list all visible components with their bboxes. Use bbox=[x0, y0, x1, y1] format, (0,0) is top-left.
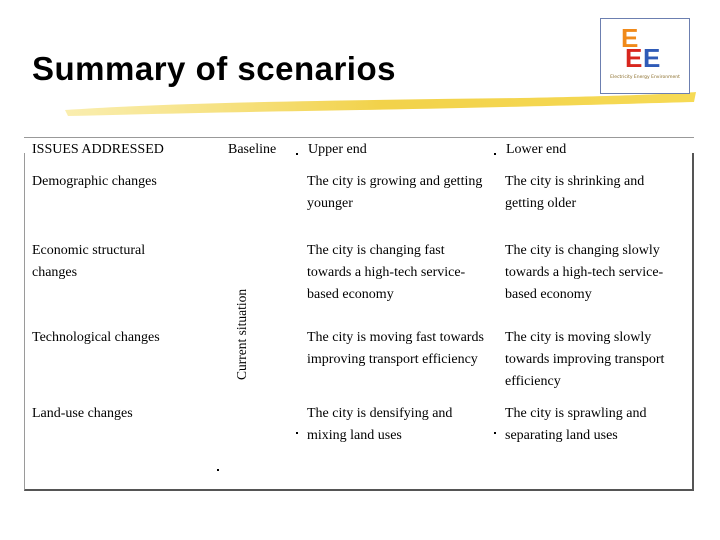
upper-land-use: The city is densifying and mixing land uses bbox=[307, 406, 453, 443]
upper-economic: The city is changing fast towards a high-tech service-based economy bbox=[307, 243, 466, 302]
lower-economic: The city is changing slowly towards a high-tech service-based economy bbox=[505, 243, 664, 302]
upper-demographic: The city is growing and getting younger bbox=[307, 174, 483, 211]
issue-economic: Economic structural changes bbox=[32, 243, 146, 280]
svg-text:E: E bbox=[625, 43, 643, 73]
upper-technological: The city is moving fast towards improving transport efficiency bbox=[307, 330, 484, 367]
header-lower: Lower end bbox=[506, 142, 567, 157]
bullet-dot bbox=[217, 469, 219, 471]
lower-land-use: The city is sprawling and separating land uses bbox=[505, 406, 647, 443]
svg-text:E: E bbox=[643, 43, 661, 73]
bullet-dot bbox=[494, 432, 496, 434]
eee-logo bbox=[600, 18, 690, 94]
bullet-dot bbox=[296, 432, 298, 434]
logo-caption: Electricity Energy Environment bbox=[610, 75, 680, 80]
header-upper: Upper end bbox=[308, 142, 367, 157]
lower-demographic: The city is shrinking and getting older bbox=[505, 174, 645, 211]
issue-technological: Technological changes bbox=[32, 330, 160, 345]
title-underline-stroke bbox=[60, 92, 700, 118]
lower-technological: The city is moving slowly towards improving transport efficiency bbox=[505, 330, 665, 389]
baseline-current-situation: Current situation bbox=[234, 288, 249, 380]
svg-text:E: E bbox=[621, 23, 639, 53]
page-title: Summary of scenarios bbox=[32, 50, 396, 87]
header-baseline: Baseline bbox=[228, 142, 277, 157]
issue-demographic: Demographic changes bbox=[32, 174, 157, 189]
issue-land-use: Land-use changes bbox=[32, 406, 133, 421]
header-issues: ISSUES ADDRESSED bbox=[32, 142, 164, 157]
eee-logo-mark bbox=[601, 19, 689, 75]
table-top-rule bbox=[24, 137, 694, 138]
